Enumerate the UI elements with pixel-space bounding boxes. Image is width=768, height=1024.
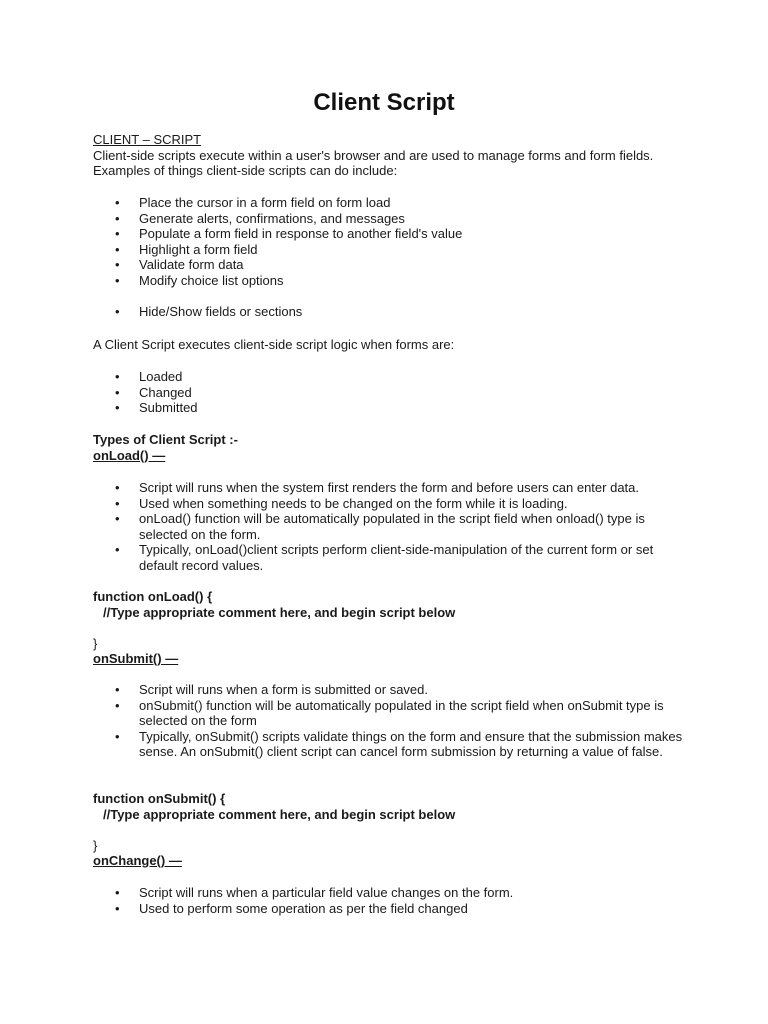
- list-item: • Used to perform some operation as per the field changed: [93, 901, 693, 917]
- form-states-list: [93, 369, 693, 416]
- intro-text: Examples of things client-side scripts can do include:: [93, 163, 398, 178]
- code-comment: //Type appropriate comment here, and begin script below: [103, 806, 456, 822]
- list-item: • Place the cursor in a form field on form load: [93, 195, 693, 211]
- list-item: • Typically, onLoad()client scripts perform client-side-manipulation of the current form or set default record values.: [93, 542, 693, 573]
- onsubmit-code: [93, 791, 693, 869]
- capabilities-list: [93, 195, 693, 288]
- page-title: Client Script: [313, 89, 455, 116]
- executes-text: A Client Script executes client-side script logic when forms are:: [93, 337, 455, 352]
- code-close: }: [93, 635, 98, 651]
- list-item: • Submitted: [93, 400, 693, 416]
- list-item: • Highlight a form field: [93, 242, 693, 258]
- onchange-list: [93, 885, 693, 916]
- code-line: function onLoad() {: [93, 589, 213, 604]
- onload-heading: onLoad() —: [93, 447, 166, 463]
- list-item: • Script will runs when a form is submitted or saved.: [93, 682, 693, 698]
- onload-code: [93, 589, 693, 667]
- onsubmit-list: [93, 682, 693, 760]
- onsubmit-heading: onSubmit() —: [93, 651, 179, 666]
- list-item: • Validate form data: [93, 257, 693, 273]
- list-item: • onLoad() function will be automatically populated in the script field when onload() type is selected on the form.: [93, 511, 693, 542]
- types-section: [93, 432, 693, 463]
- list-item: • Loaded: [93, 369, 693, 385]
- types-heading: Types of Client Script :-: [93, 432, 238, 447]
- list-item: • Hide/Show fields or sections: [93, 304, 693, 320]
- code-line: function onSubmit() {: [93, 791, 226, 806]
- onchange-heading: onChange() —: [93, 853, 182, 868]
- onload-list: [93, 480, 693, 573]
- list-item: • onSubmit() function will be automatically populated in the script field when onSubmit type is selected on the form: [93, 698, 693, 729]
- list-item: • Typically, onSubmit() scripts validate things on the form and ensure that the submission makes sense. An onSubmit() client script can cancel form submission by returning a value of false.: [93, 729, 693, 760]
- list-item: • Used when something needs to be changed on the form while it is loading.: [93, 496, 693, 512]
- list-item: • Script will runs when a particular field value changes on the form.: [93, 885, 693, 901]
- list-item: • Generate alerts, confirmations, and messages: [93, 211, 693, 227]
- code-comment: //Type appropriate comment here, and begin script below: [103, 604, 456, 620]
- intro-section: [93, 132, 693, 179]
- list-item: • Modify choice list options: [93, 273, 693, 289]
- code-close: }: [93, 837, 98, 853]
- section-heading: CLIENT – SCRIPT: [93, 132, 202, 147]
- list-item: • Populate a form field in response to another field's value: [93, 226, 693, 242]
- list-item: • Script will runs when the system first renders the form and before users can enter data.: [93, 480, 693, 496]
- capabilities-list-extra: [93, 304, 693, 320]
- intro-text: Client-side scripts execute within a user's browser and are used to manage forms and form fields.: [93, 147, 654, 163]
- list-item: • Changed: [93, 385, 693, 401]
